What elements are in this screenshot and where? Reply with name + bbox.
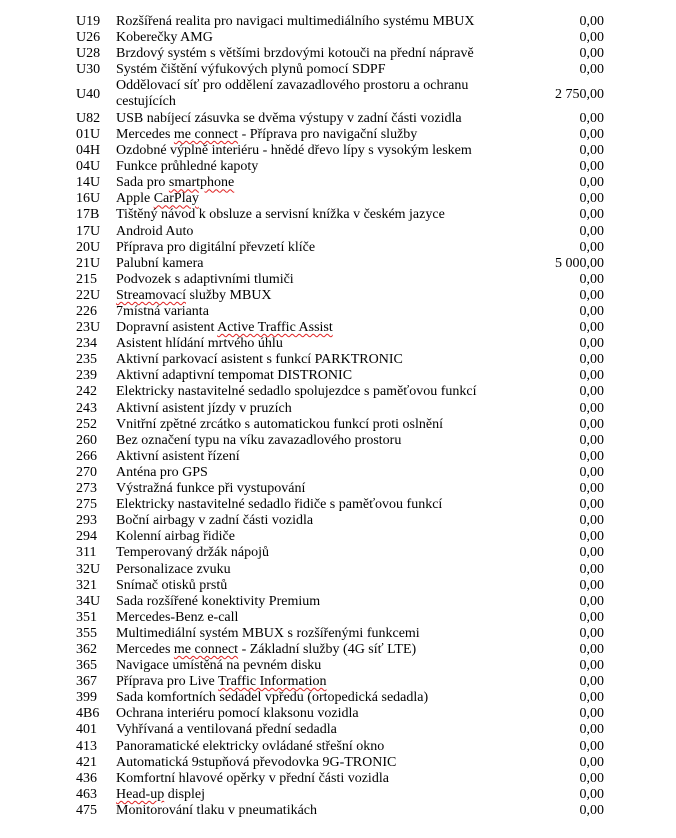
option-price: 0,00 xyxy=(579,464,604,480)
option-code: 351 xyxy=(76,609,97,625)
option-code: 399 xyxy=(76,690,97,706)
option-code: U82 xyxy=(76,110,101,126)
spellcheck-flagged-word: Traffic Information xyxy=(218,674,327,690)
option-price: 0,00 xyxy=(579,593,604,609)
equipment-row xyxy=(0,626,676,642)
option-code: 421 xyxy=(76,754,97,770)
option-description: USB nabíjecí zásuvka se dvěma výstupy v zadní části vozidla xyxy=(116,110,462,126)
option-code: 32U xyxy=(76,561,101,577)
option-code: 362 xyxy=(76,641,97,657)
spellcheck-flagged-word: Head-up xyxy=(116,786,165,802)
option-price: 0,00 xyxy=(579,287,604,303)
option-description: Koberečky AMG xyxy=(116,30,213,46)
option-price: 0,00 xyxy=(579,786,604,802)
equipment-row xyxy=(0,288,676,304)
option-description: Oddělovací síť pro oddělení zavazadlového prostoru a ochranu cestujících xyxy=(116,78,469,110)
option-code: 260 xyxy=(76,432,97,448)
equipment-row xyxy=(0,352,676,368)
option-description: Boční airbagy v zadní části vozidla xyxy=(116,513,314,529)
equipment-row xyxy=(0,224,676,240)
equipment-row xyxy=(0,127,676,143)
equipment-row xyxy=(0,642,676,658)
equipment-row xyxy=(0,562,676,578)
option-code: 20U xyxy=(76,239,101,255)
option-price: 0,00 xyxy=(579,625,604,641)
option-code: 4B6 xyxy=(76,706,100,722)
option-code: 252 xyxy=(76,416,97,432)
equipment-row xyxy=(0,739,676,755)
option-price: 0,00 xyxy=(579,448,604,464)
equipment-row xyxy=(0,320,676,336)
option-description xyxy=(116,320,500,336)
equipment-row xyxy=(0,417,676,433)
option-description: Tištěný návod k obsluze a servisní knížka v českém jazyce xyxy=(116,207,445,223)
option-description: Multimediální systém MBUX s rozšířenými funkcemi xyxy=(116,625,420,641)
option-price: 0,00 xyxy=(579,46,604,62)
option-code: 242 xyxy=(76,384,97,400)
description-text: displej xyxy=(164,786,206,802)
equipment-row xyxy=(0,207,676,223)
option-description: Sada rozšířené konektivity Premium xyxy=(116,593,321,609)
description-text: Mercedes xyxy=(116,641,174,657)
option-price: 0,00 xyxy=(579,690,604,706)
description-text: - Příprava pro navigační služby xyxy=(238,126,418,142)
equipment-row xyxy=(0,191,676,207)
option-price: 0,00 xyxy=(579,802,604,818)
equipment-row xyxy=(0,304,676,320)
option-code: U26 xyxy=(76,30,101,46)
spellcheck-flagged-word: Active Traffic Assist xyxy=(217,320,333,336)
description-text: Dopravní asistent xyxy=(116,320,218,336)
equipment-row xyxy=(0,658,676,674)
equipment-row xyxy=(0,384,676,400)
option-description: Mercedes-Benz e-call xyxy=(116,609,239,625)
equipment-row xyxy=(0,513,676,529)
option-code: 234 xyxy=(76,336,97,352)
option-code: 275 xyxy=(76,497,97,513)
option-price: 0,00 xyxy=(579,400,604,416)
option-description: Android Auto xyxy=(116,223,194,239)
equipment-row xyxy=(0,30,676,46)
equipment-row xyxy=(0,578,676,594)
option-description: Výstražná funkce při vystupování xyxy=(116,481,306,497)
equipment-row xyxy=(0,433,676,449)
spellcheck-flagged-word: me connect xyxy=(173,126,239,142)
option-code: U40 xyxy=(76,86,101,102)
option-description: Systém čištění výfukových plynů pomocí SDPF xyxy=(116,62,386,78)
option-price: 2 750,00 xyxy=(555,86,604,102)
option-price: 0,00 xyxy=(579,641,604,657)
option-code: 311 xyxy=(76,545,97,561)
option-price: 0,00 xyxy=(579,609,604,625)
description-text: Mercedes xyxy=(116,126,174,142)
option-description: Brzdový systém s většími brzdovými kotouči na přední nápravě xyxy=(116,46,474,62)
option-price: 0,00 xyxy=(579,30,604,46)
option-code: 16U xyxy=(76,191,101,207)
option-description: Ochrana interiéru pomocí klaksonu vozidla xyxy=(116,706,359,722)
option-code: 365 xyxy=(76,658,97,674)
option-description: Asistent hlídání mrtvého úhlu xyxy=(116,336,283,352)
option-code: 14U xyxy=(76,175,101,191)
option-code: U28 xyxy=(76,46,101,62)
option-price: 0,00 xyxy=(579,191,604,207)
option-code: 17B xyxy=(76,207,100,223)
option-description: Elektricky nastavitelné sedadlo spolujezdce s paměťovou funkcí xyxy=(116,384,477,400)
option-code: 463 xyxy=(76,786,97,802)
equipment-list xyxy=(0,14,676,819)
equipment-row xyxy=(0,78,676,111)
option-price: 0,00 xyxy=(579,304,604,319)
equipment-row xyxy=(0,529,676,545)
option-description: Ozdobné výplně interiéru - hnědé dřevo lípy s vysokým leskem xyxy=(116,143,472,159)
option-code: U19 xyxy=(76,14,101,29)
option-code: 413 xyxy=(76,738,97,754)
equipment-row xyxy=(0,111,676,127)
option-price: 0,00 xyxy=(579,674,604,690)
option-code: 294 xyxy=(76,529,97,545)
equipment-row xyxy=(0,256,676,272)
option-code: 23U xyxy=(76,320,101,336)
option-description: Rozšířená realita pro navigaci multimediálního systému MBUX xyxy=(116,14,475,29)
equipment-row xyxy=(0,175,676,191)
option-description: Personalizace zvuku xyxy=(116,561,231,577)
equipment-row xyxy=(0,401,676,417)
option-price: 0,00 xyxy=(579,159,604,175)
option-description: Bez označení typu na víku zavazadlového prostoru xyxy=(116,432,402,448)
option-code: 04H xyxy=(76,143,101,159)
equipment-row xyxy=(0,690,676,706)
equipment-row xyxy=(0,159,676,175)
option-price: 0,00 xyxy=(579,62,604,78)
option-code: 226 xyxy=(76,304,97,319)
option-description: Aktivní asistent řízení xyxy=(116,448,240,464)
equipment-row xyxy=(0,481,676,497)
option-code: 01U xyxy=(76,126,101,142)
option-price: 0,00 xyxy=(579,577,604,593)
option-price: 0,00 xyxy=(579,336,604,352)
option-description xyxy=(116,642,500,658)
option-price: 0,00 xyxy=(579,545,604,561)
option-price: 0,00 xyxy=(579,722,604,738)
option-description: Vnitřní zpětné zrcátko s automatickou funkcí proti oslnění xyxy=(116,416,443,432)
description-text: Příprava pro Live xyxy=(116,674,218,690)
equipment-row xyxy=(0,674,676,690)
option-price: 0,00 xyxy=(579,223,604,239)
option-description: Temperovaný držák nápojů xyxy=(116,545,269,561)
option-price: 0,00 xyxy=(579,432,604,448)
option-price: 0,00 xyxy=(579,175,604,191)
option-description xyxy=(116,175,500,191)
option-price: 0,00 xyxy=(579,207,604,223)
option-price: 0,00 xyxy=(579,658,604,674)
option-price: 0,00 xyxy=(579,352,604,368)
option-price: 0,00 xyxy=(579,143,604,159)
equipment-row xyxy=(0,610,676,626)
option-description: Elektricky nastavitelné sedadlo řidiče s paměťovou funkcí xyxy=(116,497,443,513)
equipment-row xyxy=(0,594,676,610)
option-description xyxy=(116,191,500,207)
equipment-row xyxy=(0,497,676,513)
option-code: 367 xyxy=(76,674,97,690)
equipment-row xyxy=(0,755,676,771)
option-code: 293 xyxy=(76,513,97,529)
equipment-row xyxy=(0,14,676,30)
spellcheck-flagged-word: smartphone xyxy=(168,175,235,191)
option-description xyxy=(116,674,500,690)
option-description: Komfortní hlavové opěrky v přední části vozidla xyxy=(116,770,389,786)
spellcheck-flagged-word: Streamovací xyxy=(116,287,186,303)
option-code: 22U xyxy=(76,287,101,303)
option-code: 436 xyxy=(76,770,97,786)
spellcheck-flagged-word: me connect xyxy=(173,641,239,657)
option-description: 7místná varianta xyxy=(116,304,209,319)
option-price: 5 000,00 xyxy=(555,255,604,271)
option-description xyxy=(116,127,500,143)
option-description: Kolenní airbag řidiče xyxy=(116,529,235,545)
equipment-row xyxy=(0,787,676,803)
option-description: Snímač otisků prstů xyxy=(116,577,228,593)
option-price: 0,00 xyxy=(579,706,604,722)
option-price: 0,00 xyxy=(579,497,604,513)
option-price: 0,00 xyxy=(579,770,604,786)
option-code: 321 xyxy=(76,577,97,593)
option-description xyxy=(116,787,500,803)
option-description xyxy=(116,288,500,304)
equipment-row xyxy=(0,62,676,78)
equipment-row xyxy=(0,545,676,561)
option-price: 0,00 xyxy=(579,561,604,577)
option-description: Automatická 9stupňová převodovka 9G-TRONIC xyxy=(116,754,397,770)
description-text: Sada pro xyxy=(116,175,169,191)
equipment-row xyxy=(0,368,676,384)
option-description: Vyhřívaná a ventilovaná přední sedadla xyxy=(116,722,337,738)
option-description: Palubní kamera xyxy=(116,255,204,271)
option-description: Panoramatické elektricky ovládané střešní okno xyxy=(116,738,385,754)
option-code: 355 xyxy=(76,625,97,641)
option-code: 239 xyxy=(76,368,97,384)
equipment-row xyxy=(0,272,676,288)
option-description: Sada komfortních sedadel vpředu (ortopedická sedadla) xyxy=(116,690,429,706)
equipment-row xyxy=(0,449,676,465)
option-price: 0,00 xyxy=(579,271,604,287)
option-code: 235 xyxy=(76,352,97,368)
option-price: 0,00 xyxy=(579,110,604,126)
option-code: 273 xyxy=(76,481,97,497)
equipment-row xyxy=(0,240,676,256)
option-code: U30 xyxy=(76,62,101,78)
option-code: 21U xyxy=(76,255,101,271)
option-price: 0,00 xyxy=(579,738,604,754)
option-description: Funkce průhledné kapoty xyxy=(116,159,259,175)
option-price: 0,00 xyxy=(579,529,604,545)
equipment-row xyxy=(0,771,676,787)
option-price: 0,00 xyxy=(579,513,604,529)
equipment-row xyxy=(0,803,676,819)
equipment-row xyxy=(0,706,676,722)
option-description: Navigace umístěná na pevném disku xyxy=(116,658,322,674)
option-description: Podvozek s adaptivními tlumiči xyxy=(116,271,294,287)
option-description: Příprava pro digitální převzetí klíče xyxy=(116,239,316,255)
description-text: - Základní služby (4G síť LTE) xyxy=(238,641,417,657)
equipment-row xyxy=(0,336,676,352)
spellcheck-flagged-word: CarPlay xyxy=(153,191,199,207)
option-code: 401 xyxy=(76,722,97,738)
option-description: Anténa pro GPS xyxy=(116,464,208,480)
option-code: 475 xyxy=(76,802,97,818)
option-code: 215 xyxy=(76,271,97,287)
option-price: 0,00 xyxy=(579,368,604,384)
option-price: 0,00 xyxy=(579,14,604,29)
description-text: služby MBUX xyxy=(185,287,272,303)
option-price: 0,00 xyxy=(579,239,604,255)
equipment-row xyxy=(0,722,676,738)
option-code: 270 xyxy=(76,464,97,480)
option-price: 0,00 xyxy=(579,384,604,400)
option-price: 0,00 xyxy=(579,320,604,336)
option-price: 0,00 xyxy=(579,126,604,142)
option-description: Aktivní parkovací asistent s funkcí PARKTRONIC xyxy=(116,352,403,368)
option-description: Monitorování tlaku v pneumatikách xyxy=(116,802,318,818)
option-description: Aktivní asistent jízdy v pruzích xyxy=(116,400,292,416)
option-price: 0,00 xyxy=(579,754,604,770)
equipment-row xyxy=(0,46,676,62)
option-code: 34U xyxy=(76,593,101,609)
option-code: 266 xyxy=(76,448,97,464)
option-description: Aktivní adaptivní tempomat DISTRONIC xyxy=(116,368,353,384)
equipment-row xyxy=(0,465,676,481)
option-price: 0,00 xyxy=(579,481,604,497)
equipment-row xyxy=(0,143,676,159)
option-price: 0,00 xyxy=(579,416,604,432)
option-code: 17U xyxy=(76,223,101,239)
description-text: Apple xyxy=(116,191,154,207)
option-code: 04U xyxy=(76,159,101,175)
option-code: 243 xyxy=(76,400,97,416)
